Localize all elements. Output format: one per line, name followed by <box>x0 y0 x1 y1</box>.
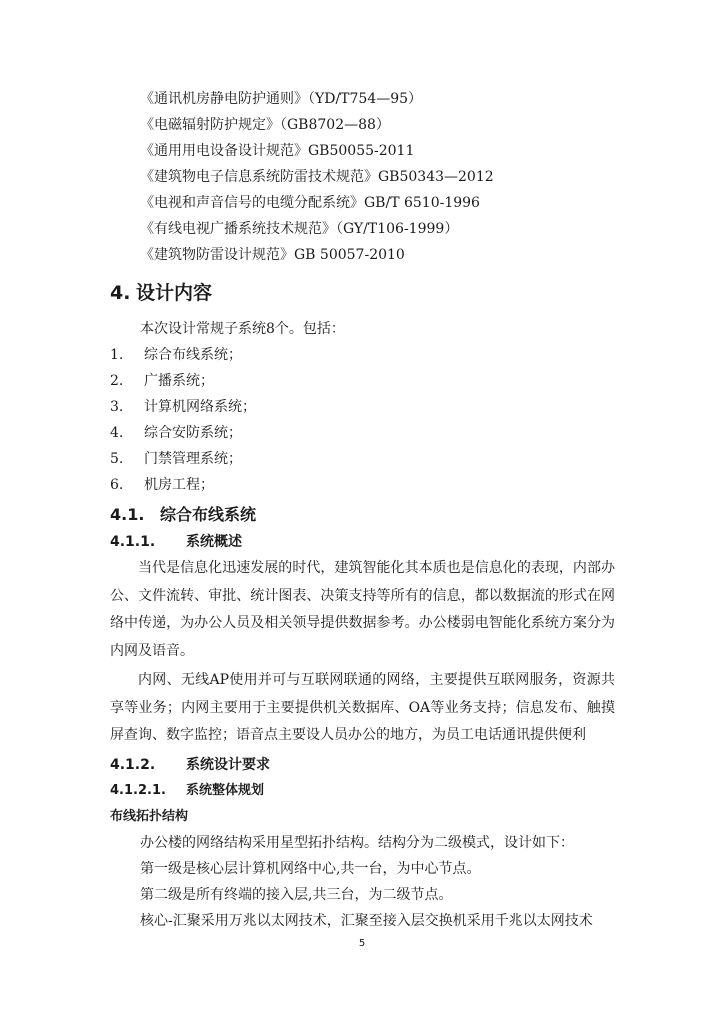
standard-item: 《有线电视广播系统技术规范》（GY/T106-1999） <box>140 221 459 237</box>
page-number: 5 <box>358 938 366 949</box>
topology-line: 第二级是所有终端的接入层,共三台，为二级节点。 <box>140 887 453 903</box>
list-item: 4. 综合安防系统； <box>110 425 242 441</box>
section-number: 4. <box>110 282 131 304</box>
paragraph-network: 内网、无线AP使用并可与互联网联通的网络，主要提供互联网服务，资源共享等业务；内网主要用于主要提供机关数据库、OA等业务支持；信息发布、触摸屏查询、数字监控；语音点主要设人员办公的地方，为员工电话通讯提供便利 <box>110 672 615 743</box>
list-item: 2. 广播系统； <box>110 373 214 389</box>
standard-item: 《通讯机房静电防护通则》（YD/T754—95） <box>140 91 423 107</box>
section-heading-4-1-1: 4.1.1. 系统概述 <box>110 534 242 550</box>
intro-text: 本次设计常规子系统8个。包括： <box>140 321 345 337</box>
list-item: 1. 综合布线系统； <box>110 347 242 363</box>
topology-line: 核心-汇聚采用万兆以太网技术，汇聚至接入层交换机采用千兆以太网技术 <box>140 913 593 929</box>
paragraph-overview: 当代是信息化迅速发展的时代，建筑智能化其本质也是信息化的表现，内部办公、文件流转、审批、统计图表、决策支持等所有的信息，都以数据流的形式在网络中传递，为办公人员及相关领导提供数据参考。办公楼弱电智能化系统方案分为内网及语音。 <box>110 560 615 659</box>
list-item: 6. 机房工程； <box>110 477 214 493</box>
section-heading-4 <box>110 281 212 305</box>
standard-item: 《通用用电设备设计规范》GB50055-2011 <box>140 143 415 159</box>
standard-item: 《建筑物防雷设计规范》GB 50057-2010 <box>140 247 405 263</box>
topology-line: 第一级是核心层计算机网络中心,共一台，为中心节点。 <box>140 861 481 877</box>
list-item: 5. 门禁管理系统； <box>110 451 242 467</box>
section-title: 设计内容 <box>136 282 213 304</box>
topology-heading: 布线拓扑结构 <box>110 809 189 824</box>
topology-line: 办公楼的网络结构采用星型拓扑结构。结构分为二级模式，设计如下： <box>140 835 574 851</box>
standard-item: 《电磁辐射防护规定》（GB8702—88） <box>140 117 390 133</box>
section-heading-4-1-2: 4.1.2. 系统设计要求 <box>110 757 270 773</box>
list-item: 3. 计算机网络系统； <box>110 399 256 415</box>
standard-item: 《建筑物电子信息系统防雷技术规范》GB50343—2012 <box>140 169 494 185</box>
standard-item: 《电视和声音信号的电缆分配系统》GB/T 6510-1996 <box>140 195 480 211</box>
section-heading-4-1-2-1: 4.1.2.1. 系统整体规划 <box>110 783 265 798</box>
section-heading-4-1: 4.1. 综合布线系统 <box>110 505 257 524</box>
